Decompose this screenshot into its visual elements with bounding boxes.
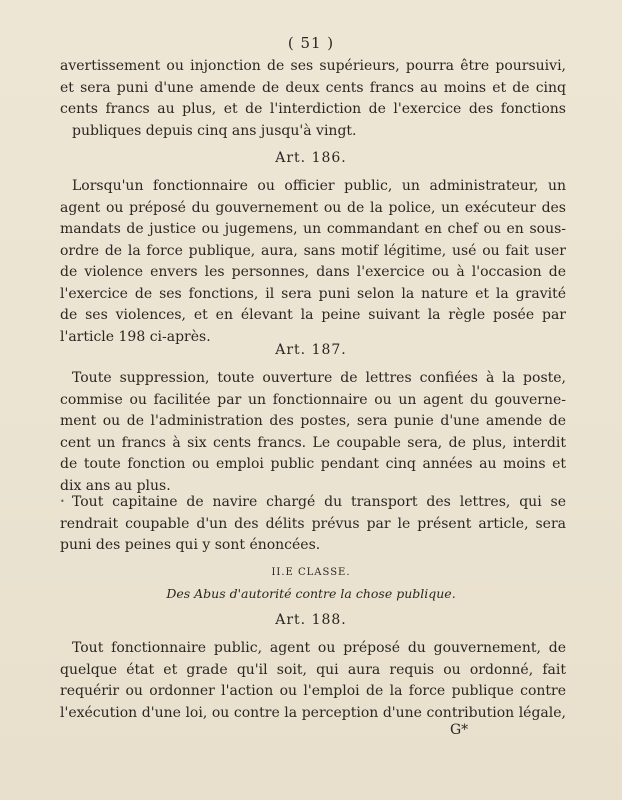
text-line: Toute suppression, toute ouverture de lettres confiées à la poste, (72, 370, 566, 386)
section-class-heading: II.E CLASSE. (271, 567, 351, 578)
text-line: de toute fonction ou emploi public pendant cinq années au moins et (60, 456, 566, 472)
article-heading-187: Art. 187. (275, 342, 347, 358)
text-line: l'article 198 ci-après. (60, 328, 211, 345)
paragraph-article-187-continued (60, 492, 566, 557)
text-line: requérir ou ordonner l'action ou l'emploi de la force publique contre (60, 683, 566, 699)
text-line: l'exercice de ses fonctions, il sera puni selon la nature et la gravité (60, 285, 566, 302)
paragraph-article-188 (60, 638, 566, 724)
text-line: agent ou préposé du gouvernement ou de la police, un exécuteur des (60, 199, 566, 216)
text-line: puni des peines qui y sont énoncées. (60, 537, 321, 553)
signature-mark: G* (450, 722, 469, 738)
text-line: cent un francs à six cents francs. Le coupable sera, de plus, interdit (60, 434, 566, 451)
section-subheading: Des Abus d'autorité contre la chose publique. (166, 586, 456, 601)
text-line: ordre de la force publique, aura, sans motif légitime, usé ou fait user (60, 242, 566, 259)
paragraph-article-186 (60, 176, 566, 348)
text-line: Tout capitaine de navire chargé du transport des lettres, qui se (72, 494, 566, 510)
text-line: de ses violences, et en élevant la peine suivant la règle posée par (60, 307, 566, 323)
text-line: dix ans au plus. (60, 477, 171, 494)
text-line: publiques depuis cinq ans jusqu'à vingt. (72, 122, 357, 139)
text-line: et sera puni d'une amende de deux cents francs au moins et de cinq (60, 79, 566, 96)
paragraph-continuation (60, 56, 566, 142)
text-line: Tout fonctionnaire public, agent ou préposé du gouvernement, de (72, 640, 566, 656)
bullet-mark: • (60, 497, 65, 506)
article-heading-188: Art. 188. (275, 612, 347, 628)
page-number: ( 51 ) (287, 34, 335, 52)
paragraph-article-187 (60, 368, 566, 497)
text-line: rendrait coupable d'un des délits prévus par le présent article, sera (60, 515, 566, 532)
text-line: de violence envers les personnes, dans l'exercice ou à l'occasion de (60, 264, 566, 280)
article-heading-186: Art. 186. (275, 150, 347, 166)
text-line: cents francs au plus, et de l'interdiction de l'exercice des fonctions (60, 101, 566, 117)
text-line: mandats de justice ou jugemens, un commandant en chef ou en sous- (60, 221, 566, 237)
text-line: l'exécution d'une loi, ou contre la perception d'une contribution légale, (60, 704, 566, 721)
text-line: ment ou de l'administration des postes, sera punie d'une amende de (60, 413, 566, 429)
text-line: avertissement ou injonction de ses supérieurs, pourra être poursuivi, (60, 58, 566, 74)
text-line: Lorsqu'un fonctionnaire ou officier public, un administrateur, un (72, 178, 566, 194)
text-line: commise ou facilitée par un fonctionnaire ou un agent du gouverne- (60, 391, 566, 408)
text-line: quelque état et grade qu'il soit, qui aura requis ou ordonné, fait (60, 661, 566, 678)
